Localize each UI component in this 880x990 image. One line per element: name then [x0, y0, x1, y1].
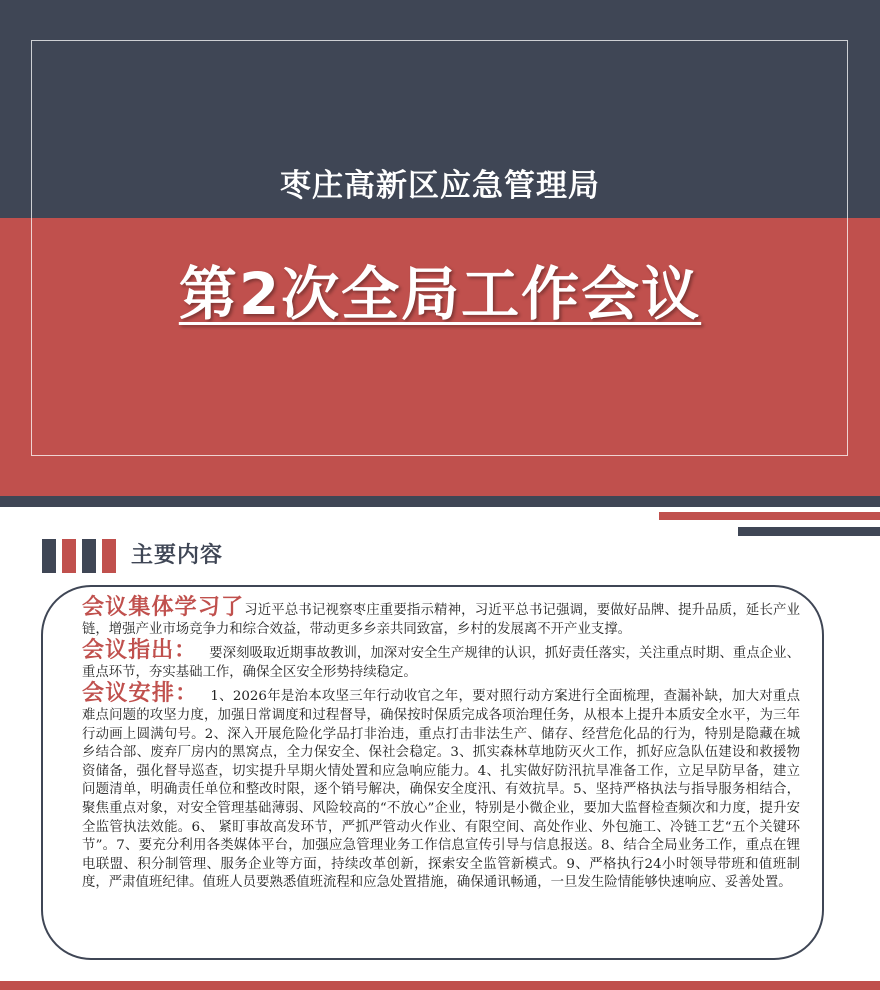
plan-text: 1、2026年是治本攻坚三年行动收官之年，要对照行动方案进行全面梳理，查漏补缺，加大对重点难点问题的攻坚力度，加强日常调度和过程督导，确保按时保质完成各项治理任务，从根本上提升本质安全水平，为三年行动画上圆满句号。2、深入开展危险化学品打非治违，重点打击非法生产、储存、经营危化品的行为，特别是隐藏在城乡结合部、废弃厂房内的黑窝点，全力保安全、保社会稳定。3、抓实森林草地防灭火工作，抓好应急队伍建设和救援物资储备，强化督导巡查，切实提升早期火情处置和应急响应能力。4、扎实做好防汛抗旱准备工作，立足早防早备，建立问题清单，明确责任单位和整改时限，逐个销号解决，确保安全度汛、有效抗旱。5、坚持严格执法与指导服务相结合，聚焦重点对象，对安全管理基础薄弱、风险较高的“不放心”企业，特别是小微企业，要加大监督检查频次和力度，提升安全监管执法效能。6、 紧盯事故高发环节，严抓严管动火作业、有限空间、高处作业、外包施工、冷链工艺“五个关键环节”。7、要充分利用各类媒体平台，加强应急管理业务工作信息宣传引导与信息报送。8、结合全局业务工作，重点在锂电联盟、积分制管理、服务企业等方面，持续改革创新，探索安全监管新模式。9、严格执行24小时领导带班和值班制度，严肃值班纪律。值班人员要熟悉值班流程和应急处置措施，确保通讯畅通，一旦发生险情能够快速响应、妥善处置。: [82, 689, 800, 891]
point-text: 要深刻吸取近期事故教训，加深对安全生产规律的认识，抓好责任落实，关注重点时期、重点企业、重点环节，夯实基础工作，确保全区安全形势持续稳定。: [82, 646, 800, 680]
content-text: [82, 594, 800, 893]
bar-dark: [82, 539, 96, 573]
study-heading: 会议集体学习了: [82, 594, 245, 620]
study-paragraph: [82, 594, 800, 639]
bar-red: [62, 539, 76, 573]
bar-dark: [42, 539, 56, 573]
point-paragraph: [82, 637, 800, 682]
decorative-dark-stripe: [738, 527, 880, 536]
section-title: 主要内容: [131, 543, 224, 568]
study-text: 习近平总书记视察枣庄重要指示精神，习近平总书记强调，要做好品牌、提升品质，延长产业链，增强产业市场竞争力和综合效益，带动更多乡亲共同致富，乡村的发展离不开产业支撑。: [82, 603, 800, 637]
org-name: 枣庄高新区应急管理局: [280, 168, 600, 204]
bar-red: [102, 539, 116, 573]
meeting-title: 第2次全局工作会议: [178, 260, 702, 328]
plan-paragraph: [82, 680, 800, 893]
divider-band: [0, 496, 880, 507]
plan-heading: 会议安排：: [82, 680, 199, 707]
point-heading: 会议指出：: [82, 637, 198, 664]
decorative-red-stripe: [659, 512, 880, 520]
footer-bar: [0, 981, 880, 990]
section-bars-icon: [42, 539, 122, 573]
